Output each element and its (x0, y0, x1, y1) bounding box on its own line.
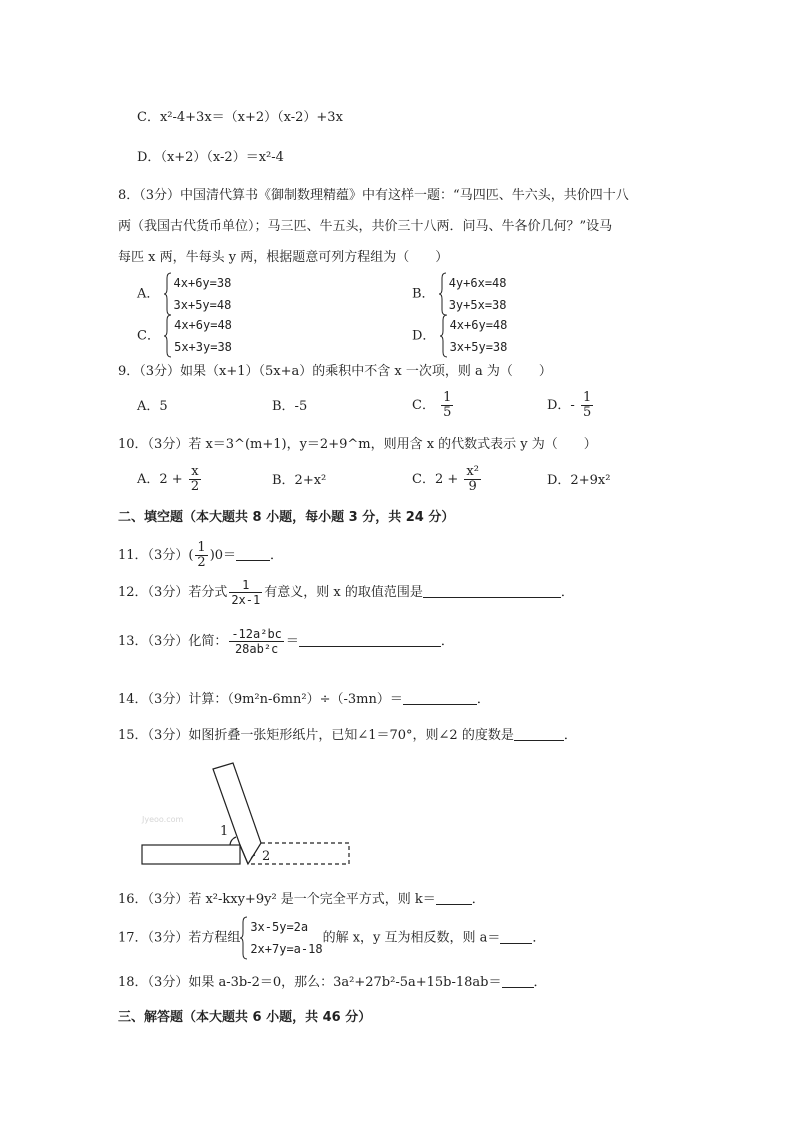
equation-system (439, 272, 507, 316)
question-prefix: 17．（3分）若方程组 (118, 930, 241, 946)
answer-blank[interactable] (423, 583, 561, 598)
equation-1: 3x-5y=2a (250, 920, 309, 934)
q8-option-c (137, 314, 232, 358)
fraction (464, 465, 481, 494)
equation-system (240, 916, 322, 960)
question-suffix: 有意义，则 x 的取值范围是 (264, 585, 423, 600)
q10-stem: 10．（3分）若 x＝3^(m+1)，y＝2+9^m，则用含 x 的代数式表示 y 为（ ） (118, 437, 597, 452)
equation-2: 2x+7y=a-18 (250, 942, 323, 956)
denominator: 2 (197, 555, 206, 570)
option-label: C． (137, 110, 160, 125)
q10-option-d: D．2+9x² (547, 473, 611, 488)
option-label: D． (137, 150, 161, 165)
fraction (189, 465, 201, 494)
option-label: A．2 + (137, 472, 183, 487)
numerator: 1 (582, 390, 592, 405)
q9-option-c (412, 391, 455, 420)
equation-1: 4x+6y=48 (449, 318, 508, 332)
q18 (118, 973, 547, 992)
q15 (118, 726, 577, 745)
q13 (118, 627, 454, 656)
question-end: ． (560, 585, 574, 600)
question-text: 15．（3分）如图折叠一张矩形纸片，已知∠1＝70°，则∠2 的度数是 (118, 728, 514, 743)
fraction (581, 391, 593, 420)
numerator: x (189, 465, 201, 480)
q8-stem-line-1: 8．（3分）中国清代算书《御制数理精蕴》中有这样一题：“马四匹、牛六头，共价四十八 (118, 188, 629, 203)
question-text: 14．（3分）计算：（9m²n-6mn²）÷（-3mn）＝ (118, 692, 403, 707)
answer-blank[interactable] (403, 690, 477, 705)
angle-2-label: 2 (262, 849, 271, 864)
denominator: 9 (468, 479, 477, 494)
question-suffix: 的解 x，y 互为相反数，则 a＝ (322, 930, 501, 946)
denominator: 28ab²c (234, 642, 279, 656)
q8-option-b (412, 272, 507, 316)
angle-1-label: 1 (220, 824, 229, 839)
question-end: ． (532, 930, 546, 946)
option-label: A． (137, 286, 160, 302)
equation-2: 5x+3y=38 (174, 340, 232, 354)
question-end: ． (563, 728, 577, 743)
brace-icon (240, 916, 248, 960)
fraction (229, 627, 284, 656)
numerator: 1 (229, 578, 262, 593)
folded-strip (213, 763, 261, 864)
q10-option-a (137, 465, 203, 494)
equation-1: 4x+6y=48 (174, 318, 232, 332)
question-prefix: 11．（3分） (118, 548, 189, 563)
answer-blank[interactable] (236, 546, 270, 561)
equation-system (164, 272, 232, 316)
brace-icon (439, 272, 447, 316)
question-end: ． (533, 975, 547, 990)
option-label: C． (137, 328, 160, 344)
numerator: -12a²bc (231, 627, 282, 641)
angle-1-arc (230, 837, 236, 845)
q16 (118, 890, 485, 909)
option-expression: x²-4+3x＝（x+2）（x-2）+3x (159, 110, 343, 125)
equation-2: 3x+5y=48 (173, 298, 232, 312)
equation-2: 3y+5x=38 (448, 298, 507, 312)
brace-icon (164, 314, 172, 358)
fraction (195, 541, 207, 570)
option-label: D．- (547, 398, 575, 413)
q7-option-c (137, 109, 343, 127)
option-label: C．2 + (412, 472, 459, 487)
equation-1: 4x+6y=38 (173, 276, 232, 290)
numerator: x² (466, 464, 479, 479)
answer-blank[interactable] (436, 890, 472, 905)
numerator: 1 (443, 390, 452, 405)
q11: 11．（3分）( $\frac{1}{2}$ )0＝ ． (118, 540, 284, 570)
denominator: 2 (190, 479, 200, 494)
fraction (229, 578, 262, 607)
q12 (118, 578, 574, 607)
option-label: D． (412, 328, 436, 344)
equation-system (440, 314, 508, 358)
q8-stem-line-3: 每匹 x 两，牛每头 y 两，根据题意可列方程组为（ ） (118, 250, 449, 265)
denominator: 5 (443, 405, 452, 420)
question-suffix: 0＝ (214, 548, 237, 563)
paper-strip (142, 845, 240, 864)
watermark: Jyeoo.com (142, 815, 184, 824)
equation-system (164, 314, 232, 358)
q8-option-a (137, 272, 231, 316)
q9-option-a: A．5 (137, 399, 168, 414)
answer-blank[interactable] (514, 726, 564, 741)
option-label: B． (412, 286, 435, 302)
equation-2: 3x+5y=38 (449, 340, 508, 354)
q14 (118, 690, 490, 709)
question-end: ． (270, 548, 284, 563)
q10-option-b: B．2+x² (272, 473, 327, 488)
answer-blank[interactable] (502, 973, 534, 988)
question-end: ． (476, 692, 490, 707)
answer-blank[interactable] (500, 929, 532, 944)
q9-option-d (547, 391, 595, 420)
section-heading-fill-in: 二、填空题（本大题共 8 小题，每小题 3 分，共 24 分） (118, 510, 455, 525)
q17 (118, 916, 545, 960)
answer-blank[interactable] (299, 632, 441, 647)
question-prefix: 13．（3分）化简： (118, 634, 228, 649)
brace-icon (164, 272, 172, 316)
question-prefix: 12．（3分）若分式 (118, 585, 228, 600)
denominator: 2x-1 (231, 593, 261, 607)
q10-option-c (412, 465, 483, 494)
brace-icon (440, 314, 448, 358)
fraction (441, 391, 453, 420)
section-heading-solve: 三、解答题（本大题共 6 小题，共 46 分） (118, 1010, 372, 1025)
q8-stem-line-2: 两（我国古代货币单位）；马三匹、牛五头，共价三十八两．问马、牛各价几何？”设马 (118, 219, 613, 234)
q7-option-d (137, 149, 284, 167)
option-label: C． (412, 398, 435, 413)
q9-stem: 9．（3分）如果（x+1）（5x+a）的乘积中不含 x 一次项，则 a 为（ ） (118, 364, 552, 379)
folded-paper-figure (130, 755, 360, 870)
option-expression: （x+2）（x-2）＝x²-4 (160, 150, 284, 165)
q8-option-d (412, 314, 507, 358)
question-suffix: ＝ (285, 634, 299, 649)
q9-option-b: B．-5 (272, 399, 308, 414)
question-end: ． (471, 892, 485, 907)
question-end: ． (440, 634, 454, 649)
denominator: 5 (582, 405, 592, 420)
numerator: 1 (197, 540, 206, 555)
question-text: 18．（3分）如果 a-3b-2＝0，那么：3a²+27b²-5a+15b-18ab＝ (118, 975, 502, 990)
question-text: 16．（3分）若 x²-kxy+9y² 是一个完全平方式，则 k＝ (118, 892, 436, 907)
equation-1: 4y+6x=48 (448, 276, 507, 290)
